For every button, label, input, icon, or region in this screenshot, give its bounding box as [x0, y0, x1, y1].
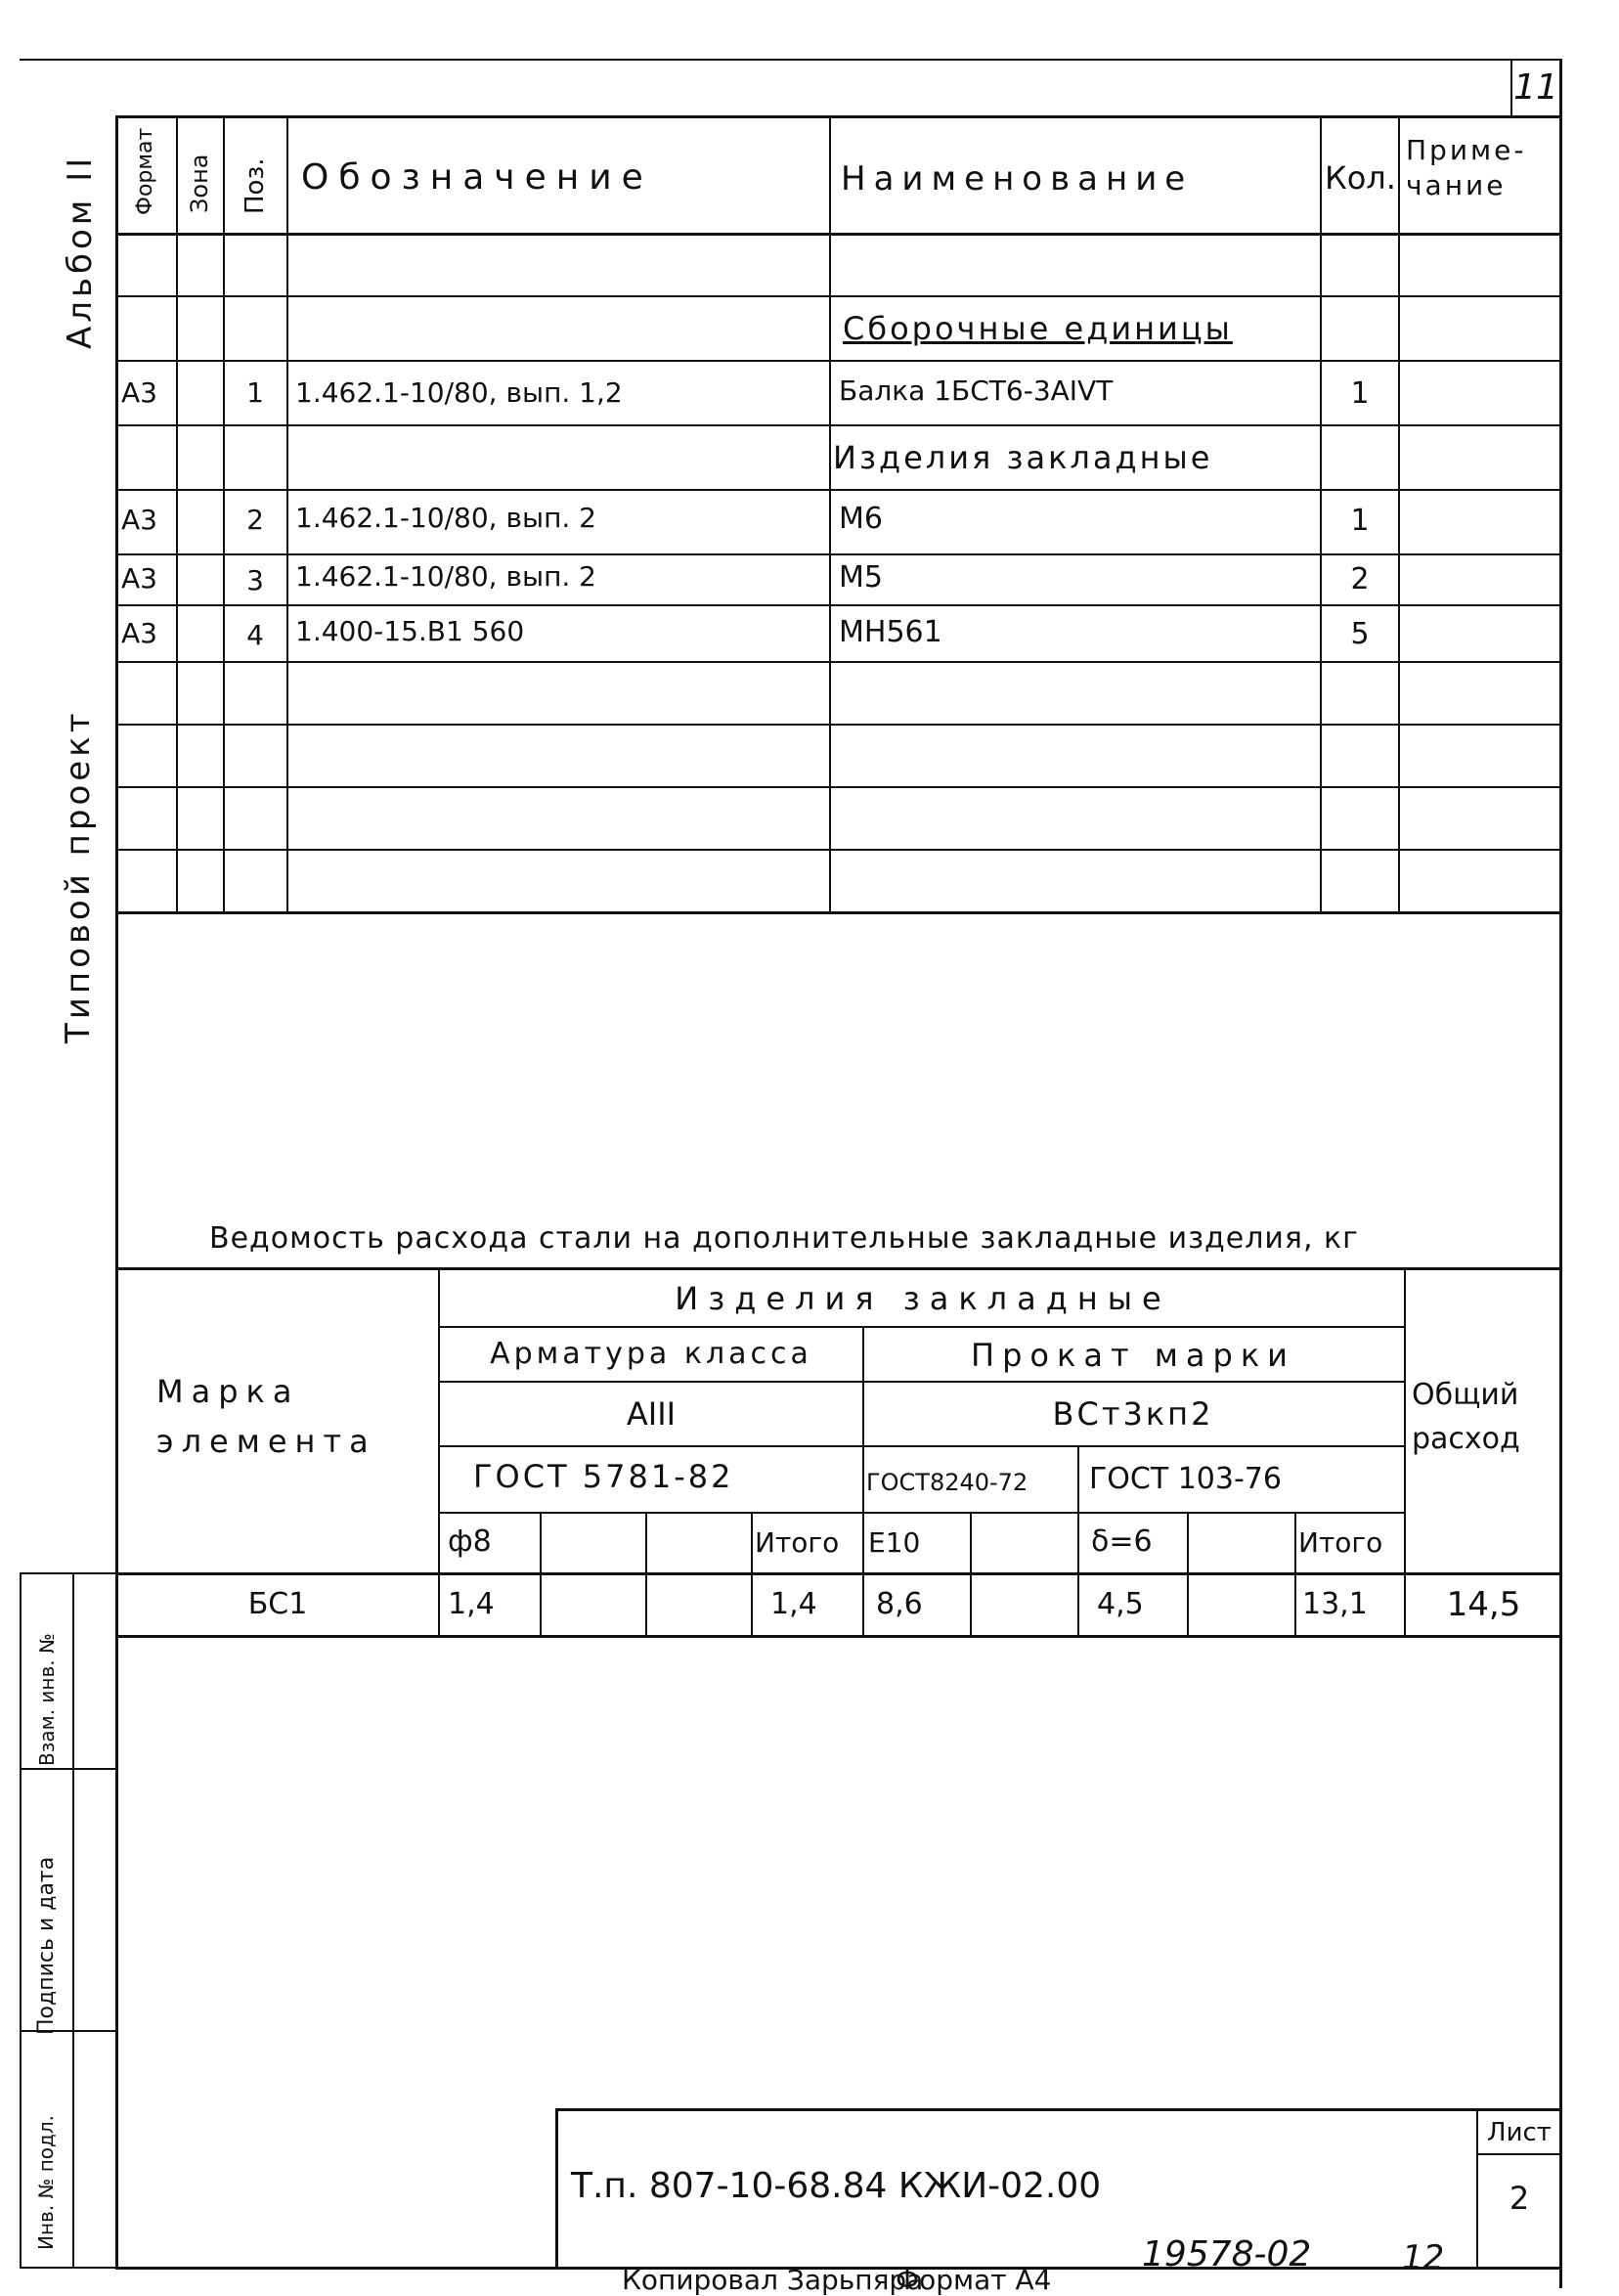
steel-row-v5: 8,6 [876, 1587, 923, 1621]
steel-header-rolled: Прокат марки [971, 1337, 1295, 1374]
steel-v-sub-2 [645, 1512, 647, 1637]
frame-left-border [115, 115, 118, 2267]
steel-v-rebar-rolled [862, 1326, 864, 1637]
footer-handwritten-number-2: 12 [1402, 2238, 1445, 2277]
side-label-album: Альбом II [61, 154, 100, 349]
spec-header-note: Приме- чание [1406, 134, 1527, 202]
spec-header-name: Наименование [841, 159, 1194, 199]
steel-data-bottom [115, 1635, 1559, 1638]
title-block-sheet-label: Лист [1487, 2118, 1552, 2147]
steel-v-sub-1 [540, 1512, 542, 1637]
row1-pos: 1 [246, 376, 264, 409]
spec-row-line-2 [115, 360, 1559, 362]
left-stamp-top [20, 1572, 117, 1574]
row3-designation: 1.462.1-10/80, вып. 2 [295, 560, 596, 593]
steel-header-rebar-gost: ГОСТ 5781-82 [473, 1458, 734, 1495]
steel-row-mark: БС1 [247, 1587, 308, 1621]
steel-row-v1: 1,4 [448, 1587, 495, 1621]
section-heading-embedded: Изделия закладные [833, 439, 1213, 476]
spec-row-line-10 [115, 849, 1559, 851]
steel-row-sep-3 [438, 1445, 1404, 1447]
left-stamp-inv-sub: Инв. № подл. [34, 2115, 58, 2250]
left-stamp-sign-date: Подпись и дата [34, 1856, 59, 2035]
steel-v-total [1404, 1267, 1406, 1637]
steel-v-gost [1077, 1445, 1079, 1637]
footer-format: Формат А4 [896, 2264, 1052, 2296]
steel-row-v9: 13,1 [1302, 1587, 1368, 1621]
spec-row-line-5 [115, 553, 1559, 555]
steel-header-rebar: Арматура класса [490, 1337, 812, 1371]
row4-qty: 5 [1350, 617, 1370, 651]
row2-designation: 1.462.1-10/80, вып. 2 [295, 502, 596, 534]
title-block-sheet-number: 2 [1509, 2180, 1530, 2217]
steel-sub-9: Итого [1298, 1526, 1383, 1559]
steel-sub-4: Итого [755, 1526, 840, 1559]
row2-format: А3 [121, 504, 157, 536]
steel-row-v7: 4,5 [1097, 1587, 1144, 1621]
spec-row-line-4 [115, 489, 1559, 491]
steel-v-sub-3 [751, 1512, 753, 1637]
title-block-top [555, 2108, 1561, 2111]
steel-sub-1: ф8 [448, 1524, 492, 1559]
spec-row-line-6 [115, 604, 1559, 606]
row1-designation: 1.462.1-10/80, вып. 1,2 [295, 376, 623, 409]
steel-v-mark [438, 1267, 440, 1637]
section-heading-assembly: Сборочные единицы [843, 310, 1233, 347]
page-number: 11 [1513, 67, 1558, 108]
title-block-left [555, 2108, 558, 2269]
spec-row-line-3 [115, 424, 1559, 426]
row3-format: А3 [121, 562, 157, 595]
steel-table-title: Ведомость расхода стали на дополнительные закладные изделия, кг [209, 1221, 1359, 1256]
steel-header-gost2: ГОСТ 103-76 [1089, 1462, 1282, 1496]
spec-vline-4 [829, 115, 831, 913]
steel-row-sep-1 [438, 1326, 1404, 1328]
spec-header-zone: Зона [186, 154, 213, 213]
spec-vline-3 [286, 115, 288, 913]
spec-header-qty: Кол. [1325, 159, 1396, 197]
side-label-project: Типовой проект [59, 709, 98, 1043]
steel-header-gost1: ГОСТ8240-72 [866, 1469, 1028, 1496]
spec-header-bottom [115, 233, 1559, 236]
spec-header-top [115, 115, 1559, 118]
row1-qty: 1 [1350, 376, 1370, 411]
left-stamp-replace-inv: Взам. инв. № [35, 1633, 59, 1766]
spec-row-line-8 [115, 724, 1559, 726]
left-stamp-outer-left [20, 1572, 22, 2269]
spec-row-line-9 [115, 786, 1559, 788]
steel-header-mark: Марка элемента [156, 1373, 376, 1461]
steel-header-rolled-grade: ВСт3кп2 [1052, 1395, 1214, 1433]
row2-qty: 1 [1350, 504, 1370, 538]
steel-row-sep-4 [438, 1512, 1404, 1514]
row4-format: А3 [121, 617, 157, 649]
spec-vline-1 [176, 115, 178, 913]
row3-name: М5 [839, 560, 883, 595]
steel-sub-5: Е10 [868, 1526, 921, 1559]
left-stamp-sep-1 [20, 1768, 117, 1770]
steel-v-sub-6 [1294, 1512, 1296, 1637]
steel-head-bottom [115, 1572, 1559, 1575]
row4-name: МН561 [839, 615, 942, 649]
steel-header-total: Общий расход [1412, 1378, 1520, 1456]
spec-header-designation: Обозначение [301, 157, 653, 198]
row2-name: М6 [839, 502, 883, 536]
steel-row-total: 14,5 [1446, 1585, 1521, 1624]
row3-pos: 3 [246, 564, 264, 596]
spec-row-line-7 [115, 661, 1559, 663]
spec-table-bottom [115, 911, 1559, 914]
steel-sub-7: δ=6 [1091, 1524, 1153, 1559]
title-block-sheet-label-line [1476, 2153, 1560, 2155]
page-number-box-left [1510, 59, 1512, 115]
frame-right-border [1559, 59, 1562, 2288]
footer-handwritten-number: 19578-02 [1142, 2234, 1312, 2274]
spec-header-format: Формат [133, 127, 157, 215]
row1-format: А3 [121, 376, 157, 409]
row4-designation: 1.400-15.В1 560 [295, 615, 525, 647]
steel-row-v4: 1,4 [770, 1587, 817, 1621]
footer-copied: Копировал Зарьпяра [622, 2264, 924, 2296]
steel-v-sub-4 [970, 1512, 972, 1637]
title-block-code: Т.п. 807-10-68.84 КЖИ-02.00 [571, 2166, 1102, 2206]
row3-qty: 2 [1350, 562, 1370, 596]
steel-row-sep-2 [438, 1381, 1404, 1383]
steel-header-items: Изделия закладные [675, 1280, 1171, 1317]
left-stamp-bottom [20, 2267, 117, 2269]
steel-v-sub-5 [1187, 1512, 1189, 1637]
spec-header-pos: Поз. [241, 157, 270, 214]
steel-top [115, 1267, 1559, 1270]
row2-pos: 2 [246, 504, 264, 536]
row1-name: Балка 1БСТ6-3АIVТ [839, 375, 1114, 407]
row4-pos: 4 [246, 619, 264, 651]
steel-header-rebar-class: АIII [626, 1395, 677, 1433]
spec-vline-6 [1398, 115, 1400, 913]
left-stamp-inner-left [72, 1572, 74, 2269]
top-rule [20, 59, 1560, 61]
spec-row-line-1 [115, 295, 1559, 297]
